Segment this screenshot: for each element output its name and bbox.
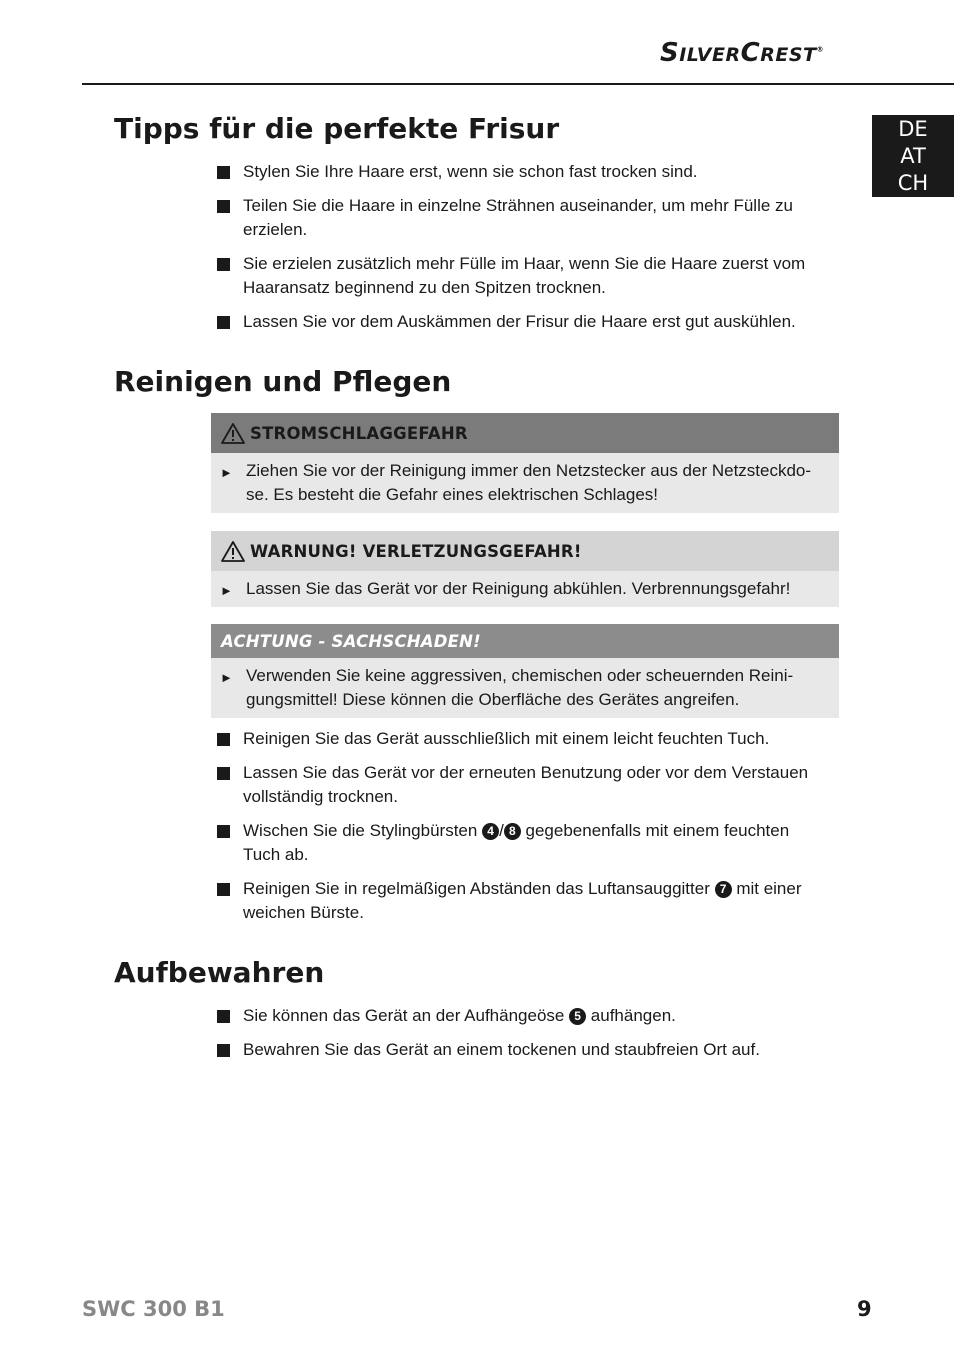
- bullet-square-icon: [217, 166, 230, 179]
- bullet-square-icon: [217, 200, 230, 213]
- bullet-square-icon: [217, 825, 230, 838]
- arrow-bullet-icon: ►: [220, 583, 233, 598]
- lang-de: DE: [898, 116, 928, 141]
- warning-electric-body: ► Ziehen Sie vor der Reinigung immer den Netzstecker aus der Netzsteckdo-se. Es besteht die Gefahr eines elektrischen Schlages!: [220, 461, 812, 504]
- warning-injury-body: ► Lassen Sie das Gerät vor der Reinigung abkühlen. Verbrennungsgefahr!: [211, 571, 839, 607]
- bullet-square-icon: [217, 1010, 230, 1023]
- warning-triangle-icon: [221, 423, 245, 444]
- tips-list: [216, 160, 826, 344]
- brand-logo: SILVERCREST®: [660, 38, 824, 68]
- heading-tips: Tipps für die perfekte Frisur: [114, 112, 560, 145]
- part-number-badge: 8: [504, 823, 521, 840]
- part-number-badge: 5: [569, 1008, 586, 1025]
- language-tab: [872, 115, 954, 197]
- list-item: Reinigen Sie das Gerät ausschließlich mit einem leicht feuchten Tuch.: [216, 727, 826, 751]
- heading-cleaning: Reinigen und Pflegen: [114, 365, 452, 398]
- bullet-square-icon: [217, 258, 230, 271]
- list-item: Sie erzielen zusätzlich mehr Fülle im Haar, wenn Sie die Haare zuerst vom Haaransatz beginnend zu den Spitzen trocknen.: [216, 252, 826, 300]
- bullet-square-icon: [217, 1044, 230, 1057]
- warning-injury-header: [211, 531, 839, 571]
- bullet-square-icon: [217, 767, 230, 780]
- cleaning-list: [216, 727, 826, 935]
- caution-damage-header: [211, 624, 839, 658]
- arrow-bullet-icon: ►: [220, 465, 233, 480]
- part-number-badge: 7: [715, 881, 732, 898]
- footer-model: SWC 300 B1: [82, 1297, 225, 1321]
- caution-damage-title: ACHTUNG - SACHSCHADEN!: [221, 631, 481, 651]
- arrow-bullet-icon: ►: [220, 670, 233, 685]
- part-number-badge: 4: [482, 823, 499, 840]
- warning-triangle-icon: [221, 541, 245, 562]
- bullet-square-icon: [217, 316, 230, 329]
- bullet-square-icon: [217, 733, 230, 746]
- list-item: Lassen Sie vor dem Auskämmen der Frisur die Haare erst gut auskühlen.: [216, 310, 826, 334]
- list-item: Lassen Sie das Gerät vor der erneuten Benutzung oder vor dem Verstauen vollständig trocknen.: [216, 761, 826, 809]
- storage-list: [216, 1004, 826, 1072]
- warning-injury-box: [211, 531, 839, 607]
- warning-electric-header: [211, 413, 839, 453]
- bullet-square-icon: [217, 883, 230, 896]
- list-item: Teilen Sie die Haare in einzelne Strähnen auseinander, um mehr Fülle zu erzielen.: [216, 194, 826, 242]
- lang-at: AT: [900, 143, 926, 168]
- header-rule: [82, 83, 954, 85]
- caution-damage-box: [211, 624, 839, 718]
- page-number: 9: [857, 1297, 872, 1321]
- caution-damage-body: ► Verwenden Sie keine aggressiven, chemischen oder scheuernden Reini-gungsmittel! Diese können die Oberfläche des Gerätes angreifen.: [220, 666, 794, 709]
- warning-injury-title: WARNUNG! VERLETZUNGSGEFAHR!: [250, 541, 582, 561]
- warning-electric-box: [211, 413, 839, 513]
- list-item: Stylen Sie Ihre Haare erst, wenn sie schon fast trocken sind.: [216, 160, 826, 184]
- lang-ch: CH: [897, 170, 929, 195]
- list-item: Reinigen Sie in regelmäßigen Abständen das Luftansauggitter 7 mit einer weichen Bürste.: [216, 877, 826, 925]
- list-item: Wischen Sie die Stylingbürsten 4 / 8 gegebenenfalls mit einem feuchten Tuch ab.: [216, 819, 826, 867]
- warning-electric-title: STROMSCHLAGGEFAHR: [250, 423, 468, 443]
- list-item: Bewahren Sie das Gerät an einem tockenen und staubfreien Ort auf.: [216, 1038, 826, 1062]
- heading-storage: Aufbewahren: [114, 956, 325, 989]
- list-item: Sie können das Gerät an der Aufhängeöse 5 aufhängen.: [216, 1004, 826, 1028]
